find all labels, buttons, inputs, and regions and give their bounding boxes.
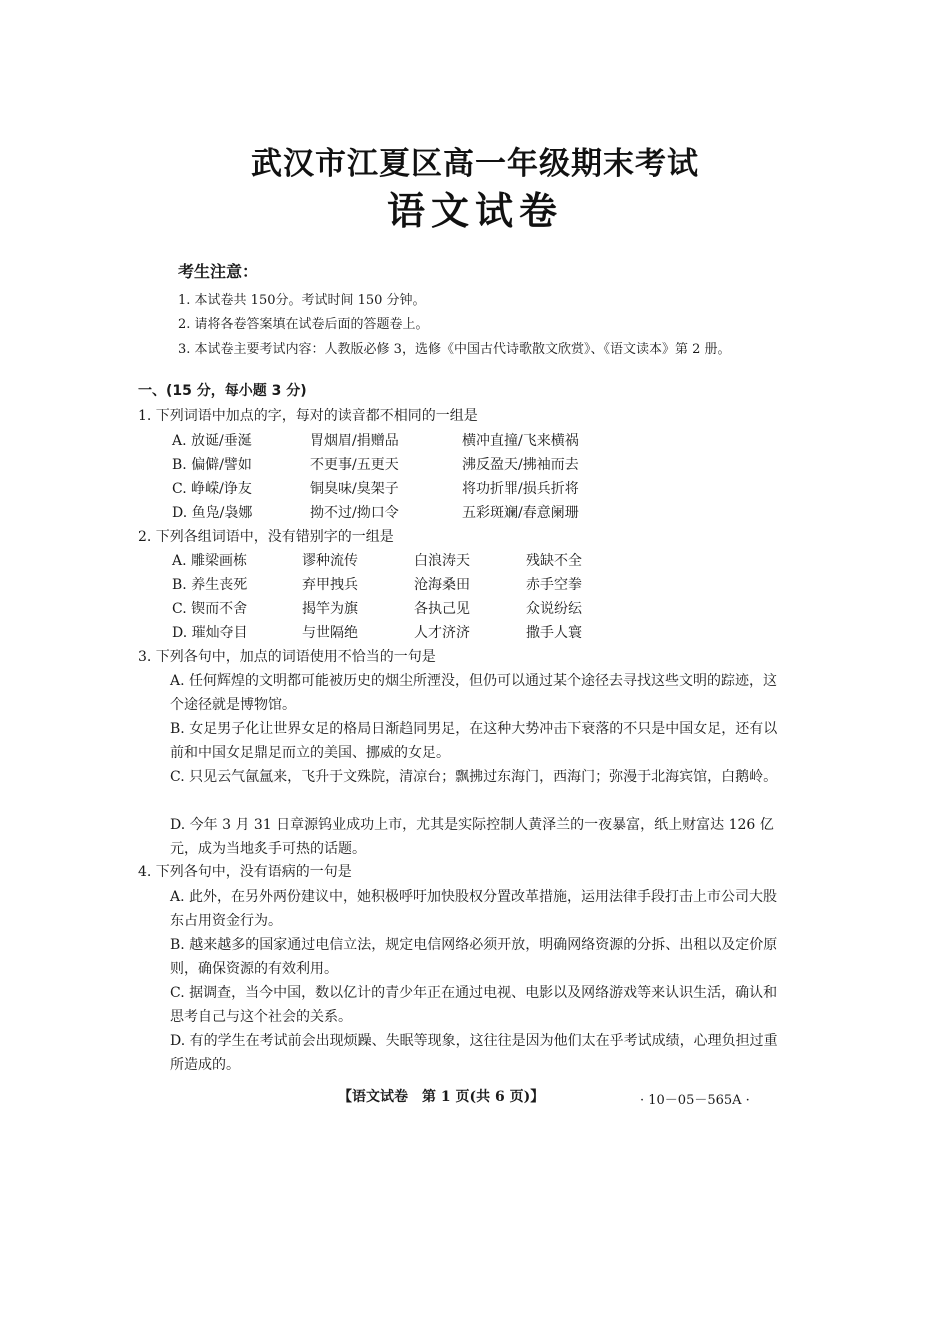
q1-option-cell: 沸反盈天/拂袖而去 (462, 457, 579, 473)
q1-option-cell: 横冲直撞/飞来横祸 (462, 433, 579, 449)
q2-option-label: C. 锲而不舍 (172, 601, 248, 617)
q4-option-label: A. (170, 889, 185, 905)
notice-item: 2. 请将各卷答案填在试卷后面的答题卷上。 (178, 317, 429, 332)
q3-option-text: 任何辉煌的文明都可能被历史的烟尘所湮没，但仍可以通过某个途径去寻找这些文明的踪迹，这个途径就是博物馆。 (170, 673, 778, 713)
q1-option-cell: 将功折罪/损兵折将 (462, 481, 579, 497)
q4-option (170, 981, 790, 1029)
q4-option-text: 据调查，当今中国，数以亿计的青少年正在通过电视、电影以及网络游戏等来认识生活，确认和思考自己与这个社会的关系。 (170, 985, 778, 1025)
q2-option-cell: 赤手空拳 (526, 577, 582, 593)
q1-option-cell: 不更事/五更天 (310, 457, 399, 473)
q4-option-label: C. (170, 985, 185, 1001)
q4-option-label: D. (170, 1033, 186, 1049)
q2-option-cell: 众说纷纭 (526, 601, 582, 617)
q4-option-text: 此外，在另外两份建议中，她积极呼吁加快股权分置改革措施，运用法律手段打击上市公司大股东占用资金行为。 (170, 889, 778, 929)
page-footer: 【语文试卷 第 1 页(共 6 页)】 (338, 1089, 545, 1105)
q2-option-label: D. 璀灿夺目 (172, 625, 248, 641)
q3-option-text: 女足男子化让世界女足的格局日渐趋同男足，在这种大势冲击下衰落的不只是中国女足，还有以前和中国女足鼎足而立的美国、挪威的女足。 (170, 721, 778, 761)
q1-option-label: B. 偏僻/譬如 (172, 457, 252, 473)
q2-option-cell: 谬种流传 (302, 553, 358, 569)
q2-option-cell: 揭竿为旗 (302, 601, 358, 617)
question-2-stem: 2. 下列各组词语中，没有错别字的一组是 (138, 529, 394, 545)
q3-option (170, 717, 790, 765)
exam-title: 武汉市江夏区高一年级期末考试 (251, 146, 699, 182)
q3-option-text: 只见云气氤氲来，飞升于文殊院，清凉台；飘拂过东海门，西海门；弥漫于北海宾馆，白鹅岭。 (189, 769, 778, 785)
q3-option-text: 今年 3 月 31 日章源钨业成功上市，尤其是实际控制人黄泽兰的一夜暴富，纸上财富达 126 亿元，成为当地炙手可热的话题。 (170, 817, 774, 857)
q4-option (170, 933, 790, 981)
q1-option-cell: 铜臭味/臭架子 (310, 481, 399, 497)
q2-option-cell: 撒手人寰 (526, 625, 582, 641)
q3-option-label: C. (170, 769, 185, 785)
q2-option-cell: 各执己见 (414, 601, 470, 617)
q1-option-label: A. 放诞/垂涎 (172, 433, 252, 449)
q4-option-text: 有的学生在考试前会出现烦躁、失眠等现象，这往往是因为他们太在乎考试成绩，心理负担过重所造成的。 (170, 1033, 778, 1073)
question-4-stem: 4. 下列各句中，没有语病的一句是 (138, 864, 352, 880)
q4-option-label: B. (170, 937, 185, 953)
q1-option-label: C. 峥嵘/诤友 (172, 481, 252, 497)
q3-option-label: B. (170, 721, 185, 737)
q2-option-cell: 白浪涛天 (414, 553, 470, 569)
paper-code: · 10－05－565A · (640, 1093, 750, 1108)
q2-option-label: B. 养生丧死 (172, 577, 248, 593)
q2-option-cell: 弃甲拽兵 (302, 577, 358, 593)
q1-option-cell: 五彩斑斓/春意阑珊 (462, 505, 579, 521)
notice-heading: 考生注意： (178, 262, 259, 281)
q3-option (170, 669, 790, 717)
question-1-stem: 1. 下列词语中加点的字，每对的读音都不相同的一组是 (138, 408, 478, 424)
section-heading: 一、(15 分，每小题 3 分) (138, 383, 307, 399)
q3-option-label: D. (170, 817, 186, 833)
q4-option (170, 885, 790, 933)
q2-option-cell: 沧海桑田 (414, 577, 470, 593)
q2-option-label: A. 雕梁画栋 (172, 553, 248, 569)
question-3-stem: 3. 下列各句中，加点的词语使用不恰当的一句是 (138, 649, 436, 665)
q2-option-cell: 残缺不全 (526, 553, 582, 569)
q4-option-text: 越来越多的国家通过电信立法，规定电信网络必须开放，明确网络资源的分拆、出租以及定价原则，确保资源的有效利用。 (170, 937, 778, 977)
q2-option-cell: 与世隔绝 (302, 625, 358, 641)
q3-option-label: A. (170, 673, 185, 689)
q1-option-cell: 胃烟眉/捐赠品 (310, 433, 399, 449)
notice-item: 3. 本试卷主要考试内容：人教版必修 3，选修《中国古代诗歌散文欣赏》、《语文读本》第 2 册。 (178, 342, 731, 357)
q3-option (170, 765, 790, 789)
q2-option-cell: 人才济济 (414, 625, 470, 641)
exam-subtitle: 语文试卷 (386, 189, 563, 233)
q1-option-cell: 拗不过/拗口令 (310, 505, 399, 521)
q1-option-label: D. 鱼凫/袅娜 (172, 505, 253, 521)
notice-item: 1. 本试卷共 150分。考试时间 150 分钟。 (178, 293, 426, 308)
q3-option (170, 813, 790, 861)
q4-option (170, 1029, 790, 1077)
